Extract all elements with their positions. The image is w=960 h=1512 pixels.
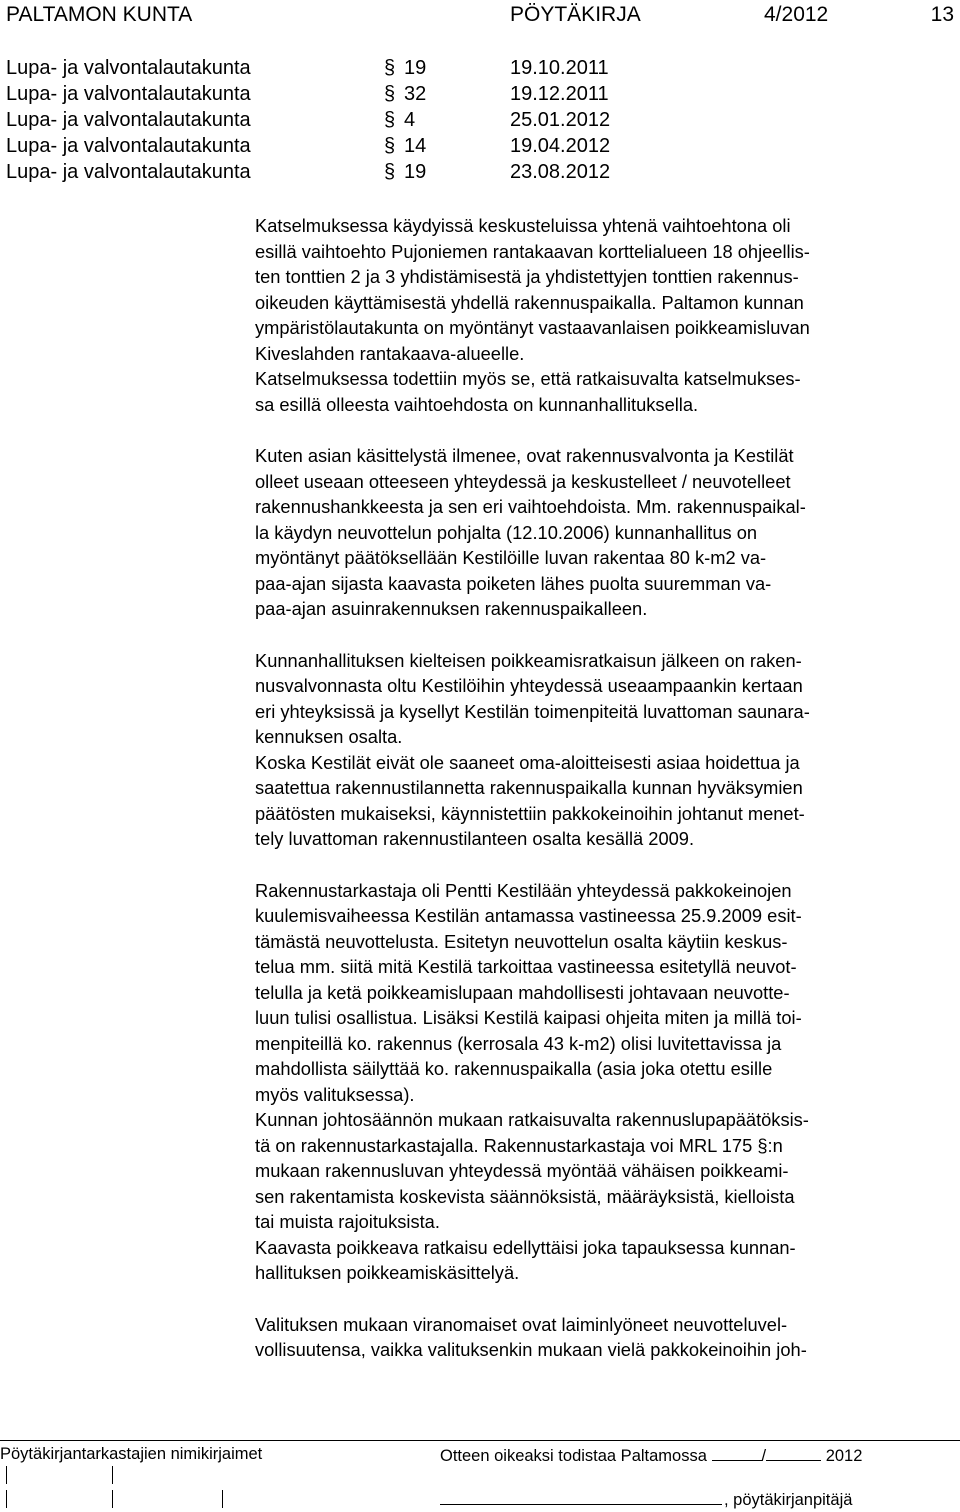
secretary-signature-line: [440, 1504, 722, 1505]
extract-prefix: Otteen oikeaksi todistaa Paltamossa: [440, 1447, 707, 1465]
reference-date: 19.10.2011: [510, 57, 609, 79]
document-number: 4/2012: [764, 3, 829, 26]
initials-box-divider: [112, 1466, 113, 1484]
reference-date: 19.04.2012: [510, 135, 611, 157]
section-mark: §: [384, 135, 396, 157]
date-separator: /: [761, 1447, 767, 1465]
page-number: 13: [930, 3, 954, 26]
reference-row: [0, 55, 960, 81]
reference-body: Lupa- ja valvontalautakunta: [6, 109, 251, 131]
reference-row: [0, 107, 960, 133]
organization-name: PALTAMON KUNTA: [6, 3, 193, 26]
reference-number: 4: [404, 109, 416, 131]
reference-body: Lupa- ja valvontalautakunta: [6, 135, 251, 157]
reference-body: Lupa- ja valvontalautakunta: [6, 57, 251, 79]
reference-number: 19: [404, 161, 427, 183]
initials-box-divider: [112, 1490, 113, 1508]
reference-date: 23.08.2012: [510, 161, 611, 183]
initials-box-divider: [222, 1490, 223, 1508]
reference-row: [0, 81, 960, 107]
section-mark: §: [384, 109, 396, 131]
paragraph-inspection: Katselmuksessa käydyissä keskusteluissa yhtenä vaihtoehtona oli esillä vaihtoehto Pujoniemen rantakaavan korttelialueen 18 ohjeellis- ten tonttien 2 ja 3 yhdistämisestä ja yhdistettyjen tonttien rakennus- oikeuden käyttämisestä yhdellä rakennuspaikalla. Paltamon kunnan ympäristölautakunta on myöntänyt vastaavanlaisen poikkeamisluvan Kiveslahden rantakaava-alueelle. Katselmuksessa todettiin myös se, että ratkaisuvalta katselmukses- sa esillä olleesta vaihtoehdosta on kunnanhallituksella.: [255, 215, 810, 415]
reference-date: 19.12.2011: [510, 83, 609, 105]
reference-number: 14: [404, 135, 427, 157]
paragraph-appeal: Valituksen mukaan viranomaiset ovat laiminlyöneet neuvotteluvel- vollisuutensa, vaikka valituksenkin mukaan vielä pakkokeinoihin joh-: [255, 1313, 807, 1360]
paragraph-building-inspector: Rakennustarkastaja oli Pentti Kestilään yhteydessä pakkokeinojen kuulemisvaiheessa Kestilän antamassa vastineessa 25.9.2009 esit- tämästä neuvottelusta. Esitetyn neuvottelun osalta käytiin keskus- telua mm. siitä mitä Kestilä tarkoittaa vastineessa esitetyllä neuvot- telulla ja ketä poikkeamislupaan mahdollisesti johtavaan neuvotte- luun tulisi osallistua. Lisäksi Kestilä kaipasi ohjeita miten ja millä toi- menpiteillä ko. rakennus (kerrosala 43 k-m2) olisi luvitettavissa ja mahdollista säilyttää ko. rakennuspaikalla (asia joka otettu esille myös valituksessa). Kunnan johtosäännön mukaan ratkaisuvalta rakennuslupapäätöksis- tä on rakennustarkastajalla. Rakennustarkastaja voi MRL 175 §:n mukaan rakennusluvan yhteydessä myöntää vähäisen poikkeami- sen rakentamista koskevista säännöksistä, määräyksistä, kielloista tai muista rajoituksista. Kaavasta poikkeava ratkaisu edellyttäisi joka tapauksessa kunnan- hallituksen poikkeamiskäsittelyä.: [255, 879, 809, 1283]
document-type: PÖYTÄKIRJA: [510, 3, 641, 26]
reference-list: [0, 55, 960, 185]
paragraph-negotiations: Kuten asian käsittelystä ilmenee, ovat rakennusvalvonta ja Kestilät olleet useaan otteeseen yhteydessä ja keskustelleet / neuvotelleet rakennushankkeesta ja sen eri vaihtoehdoista. Mm. rakennuspaikal- la käydyn neuvottelun pohjalta (12.10.2006) kunnanhallitus on myöntänyt päätöksellään Kestilöille luvan rakentaa 80 k-m2 va- paa-ajan sijasta kaavasta poiketen lähes puolta suuremman va- paa-ajan asuinrakennuksen rakennuspaikalleen.: [255, 445, 806, 619]
reference-body: Lupa- ja valvontalautakunta: [6, 161, 251, 183]
reference-row: [0, 133, 960, 159]
initials-box-divider: [6, 1490, 7, 1508]
page-header: [0, 2, 960, 30]
initials-box-divider: [6, 1466, 7, 1484]
extract-year: 2012: [825, 1447, 863, 1465]
reference-number: 19: [404, 57, 427, 79]
reference-row: [0, 159, 960, 185]
reference-body: Lupa- ja valvontalautakunta: [6, 83, 251, 105]
day-blank: [712, 1444, 762, 1461]
reference-date: 25.01.2012: [510, 109, 611, 131]
section-mark: §: [384, 161, 396, 183]
signatures-label: Pöytäkirjantarkastajien nimikirjaimet: [0, 1445, 263, 1463]
footer-rule: [0, 1440, 960, 1441]
main-text: [255, 213, 953, 1363]
paragraph-enforcement: Kunnanhallituksen kielteisen poikkeamisratkaisun jälkeen on raken- nusvalvonnasta oltu Kestilöihin yhteydessä useaampaankin kertaan eri yhteyksissä ja kysellyt Kestilän toimenpiteitä luvattoman saunara- kennuksen osalta. Koska Kestilät eivät ole saaneet oma-aloitteisesti asiaa hoidettua ja saatettua rakennustilannetta rakennuspaikalla kunnan hyväksymien päätösten mukaiseksi, käynnistettiin pakkokeinoihin johtanut menet- tely luvattoman rakennustilanteen osalta kesällä 2009.: [255, 649, 810, 849]
section-mark: §: [384, 83, 396, 105]
reference-number: 32: [404, 83, 427, 105]
extract-certification: [440, 1444, 862, 1466]
month-blank: [766, 1444, 821, 1461]
section-mark: §: [384, 57, 396, 79]
secretary-label: , pöytäkirjanpitäjä: [724, 1491, 853, 1509]
